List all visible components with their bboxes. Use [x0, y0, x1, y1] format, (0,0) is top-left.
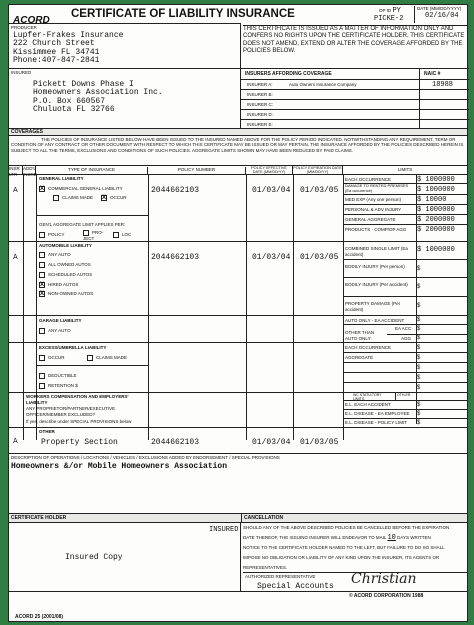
insurer-row-e: INSURER E: — [241, 120, 469, 129]
other-description: Property Section — [41, 438, 118, 447]
authorized-signature: Christian — [351, 571, 417, 587]
certificate-date: 02/16/04 — [425, 11, 459, 20]
producer-address: Lupfer-Frakes Insurance 222 Church Street Kissimmee FL 34741 Phone:407-847-2841 — [13, 30, 124, 65]
coverages-label: COVERAGES — [9, 128, 467, 136]
notice-days: 10 — [387, 534, 396, 542]
gl-eff-date: 01/03/04 — [252, 186, 291, 195]
form-number: ACORD 25 (2001/08) — [15, 614, 64, 620]
garage-liability-section: GARAGE LIABILITY ANY AUTO AUTO ONLY - EA ACCIDENT $ OTHER THAN AUTO ONLY: EA ACC AGG $ $ — [9, 316, 467, 343]
holder-name: Insured Copy — [65, 553, 123, 562]
cancellation-label: CANCELLATION — [241, 514, 467, 523]
policy-checkbox[interactable]: POLICY — [39, 232, 65, 238]
auto-policy-number: 2044662103 — [151, 253, 200, 262]
certificate-title: CERTIFICATE OF LIABILITY INSURANCE — [71, 8, 295, 20]
gl-exp-date: 01/03/05 — [300, 186, 339, 195]
op-id-code: PICKE-2 — [374, 15, 404, 23]
insurer-row-c: INSURER C: — [241, 100, 469, 110]
auto-eff-date: 01/03/04 — [252, 253, 291, 262]
scheduled-autos-checkbox[interactable]: SCHEDULED AUTOS — [39, 272, 92, 278]
insurers-box — [241, 68, 469, 128]
certificate-holder-box: INSURED Insured Copy — [9, 523, 241, 591]
op-id-label: OP ID PY — [379, 7, 401, 15]
loc-checkbox[interactable]: LOC — [113, 232, 131, 238]
insurers-header: INSURERS AFFORDING COVERAGE NAIC # — [241, 69, 469, 80]
description-text: Homeowners &/or Mobile Homeowners Association — [11, 461, 228, 471]
other-exp-date: 01/03/05 — [300, 438, 339, 447]
non-owned-checkbox[interactable]: X NON-OWNED AUTOS — [40, 291, 94, 297]
insured-address: Pickett Downs Phase I Homeowners Association Inc. P.O. Box 660567 Chuluota FL 32766 — [33, 79, 163, 114]
representative-name: Special Accounts — [257, 582, 334, 591]
producer-box: PRODUCER Lupfer-Frakes Insurance 222 Church Street Kissimmee FL 34741 Phone:407-847-2841 — [9, 23, 241, 68]
insurer-row-d: INSURER D: — [241, 110, 469, 120]
coverages-text: THE POLICIES OF INSURANCE LISTED BELOW HAVE BEEN ISSUED TO THE INSURED NAMED ABOVE FOR THE POLICY PERIOD INDICATED. NOTWITHSTANDING ANY REQUIREMENT, TERM OR CONDITION OF ANY CONTRACT OR OTHER DOCUMENT WITH RESPECT TO WHICH THIS CERTIFICATE MAY BE ISSUED OR MAY PERTAIN, THE INSURANCE AFFORDED BY THE POLICIES DESCRIBED HEREIN IS SUBJECT TO ALL THE TERMS, EXCLUSIONS AND CONDITIONS OF SUCH POLICIES. AGGREGATE LIMITS SHOWN MAY HAVE BEEN REDUCED BY PAID CLAIMS. — [11, 137, 464, 153]
any-auto-checkbox[interactable]: ANY AUTO — [39, 252, 71, 258]
deductible-checkbox[interactable]: DEDUCTIBLE — [39, 373, 77, 379]
description-section: DESCRIPTION OF OPERATIONS / LOCATIONS / VEHICLES / EXCLUSIONS ADDED BY ENDORSEMENT / SPECIAL PROVISIONS Homeowners &/or Mobile Homeowners Association — [9, 454, 467, 514]
gl-limits: EACH OCCURRENCE $ 1000000 DAMAGE TO RENTED PREMISES (Ea occurence) $ 1000000 MED EXP (Any one person) $ 10000 PERSONAL & ADV INJURY $ 1000000 GENERAL AGGREGATE $ 2000000 PRODUCTS - COMP/OP AGG $ 2000000 — [343, 175, 467, 235]
certificate-page — [8, 4, 468, 622]
gl-policy-number: 2044662103 — [151, 186, 200, 195]
copyright: © ACORD CORPORATION 1988 — [349, 593, 424, 599]
auto-liability-section: A AUTOMOBILE LIABILITY ANY AUTO ALL OWNED AUTOS SCHEDULED AUTOS X HIRED AUTOS X NON-OWNED AUTOS 2044662103 01/03/04 01/03/05 COMBINED SINGLE LIMIT (Ea accident) $ 1000000 BODILY INJURY (Per person) $ BODILY INJURY (Per accident) $ PROPERTY DAMAGE (Per accident) $ — [9, 242, 467, 316]
insurer-row-a: INSURER A: Auto Owners Insurance Company 18988 — [241, 80, 469, 90]
auto-exp-date: 01/03/05 — [300, 253, 339, 262]
acord-logo: ACORD — [13, 15, 50, 26]
date-box: DATE (MM/DD/YYYY) 02/16/04 — [414, 6, 468, 23]
hired-autos-checkbox[interactable]: X HIRED AUTOS — [40, 282, 79, 288]
other-coverage-section: A OTHER Property Section 2044662103 01/03/04 01/03/05 — [9, 428, 467, 454]
insurer-row-b: INSURER B: — [241, 90, 469, 100]
retention-checkbox[interactable]: RETENTION $ — [39, 383, 78, 389]
excess-claims-made-checkbox[interactable]: CLAIMS MADE — [87, 355, 127, 361]
coverage-header-row: INSR LTR ADD'L INSRD TYPE OF INSURANCE POLICY NUMBER POLICY EFFECTIVE DATE (MM/DD/YY) POLICY EXPIRATION DATE (MM/DD/YY) LIMITS — [9, 165, 467, 175]
workers-comp-section: WORKERS COMPENSATION AND EMPLOYERS' LIABILITY ANY PROPRIETOR/PARTNER/EXECUTIVE OFFICER/MEMBER EXCLUDED? If yes, describe under SPECIAL PROVISIONS below WC STATU-TORY LIMITS OTH-ER E.L. EACH ACCIDENT $ E.L. DISEASE - EA EMPLOYEE $ E.L. DISEASE - POLICY LIMIT $ — [9, 393, 467, 428]
excess-occur-checkbox[interactable]: OCCUR — [39, 355, 65, 361]
other-policy-number: 2044662103 — [151, 438, 200, 447]
insured-box: INSURED Pickett Downs Phase I Homeowners Association Inc. P.O. Box 660567 Chuluota FL 32766 — [9, 68, 241, 128]
project-checkbox[interactable]: PRO-JECT — [83, 230, 104, 241]
occur-checkbox[interactable]: X OCCUR — [102, 195, 127, 201]
auto-limits: COMBINED SINGLE LIMIT (Ea accident) $ 1000000 BODILY INJURY (Per person) $ BODILY INJURY (Per accident) $ PROPERTY DAMAGE (Per accident) $ — [343, 242, 467, 315]
excess-liability-section: EXCESS/UMBRELLA LIABILITY OCCUR CLAIMS MADE DEDUCTIBLE RETENTION $ EACH OCCURRENCE $ AGGREGATE $ $ $ $ — [9, 343, 467, 393]
certificate-notice: THIS CERTIFICATE IS ISSUED AS A MATTER OF INFORMATION ONLY AND CONFERS NO RIGHTS UPON THE CERTIFICATE HOLDER. THIS CERTIFICATE DOES NOT AMEND, EXTEND OR ALTER THE COVERAGE AFFORDED BY THE POLICIES BELOW. — [243, 25, 467, 68]
claims-made-checkbox[interactable]: CLAIMS MADE — [53, 195, 93, 201]
cgl-checkbox[interactable]: X COMMERCIAL GENERAL LIABILITY — [40, 186, 123, 192]
general-liability-section: A GENERAL LIABILITY X COMMERCIAL GENERAL LIABILITY CLAIMS MADE X OCCUR GEN'L AGGREGATE LIMIT APPLIES PER: POLICY PRO-JECT LOC 2044662103 01/03/04 01/03/05 EACH OCCURRENCE $ 1000000 DAMAGE TO RENTED PREMISES (Ea occurence) $ 1000000 MED EXP (Any one person) $ 10000 PERSONAL & ADV INJURY $ 1000000 GENERAL AGGREGATE $ 2000000 PRODUCTS - COMP/OP AGG $ 2000000 — [9, 175, 467, 242]
garage-any-auto-checkbox[interactable]: ANY AUTO — [39, 328, 71, 334]
certificate-holder-label: CERTIFICATE HOLDER — [9, 514, 241, 523]
cancellation-box: SHOULD ANY OF THE ABOVE DESCRIBED POLICIES BE CANCELLED BEFORE THE EXPIRATION DATE THEREOF, THE ISSUING INSURER WILL ENDEAVOR TO MAIL 10 DAYS WRITTEN NOTICE TO THE CERTIFICATE HOLDER NAMED TO THE LEFT, BUT FAILURE TO DO SO SHALL IMPOSE NO OBLIGATION OR LIABILITY OF ANY KIND UPON THE INSURER, ITS AGENTS OR REPRESENTATIVES. AUTHORIZED REPRESENTATIVE Special Accounts Christian — [243, 523, 467, 591]
all-owned-checkbox[interactable]: ALL OWNED AUTOS — [39, 262, 91, 268]
other-eff-date: 01/03/04 — [252, 438, 291, 447]
